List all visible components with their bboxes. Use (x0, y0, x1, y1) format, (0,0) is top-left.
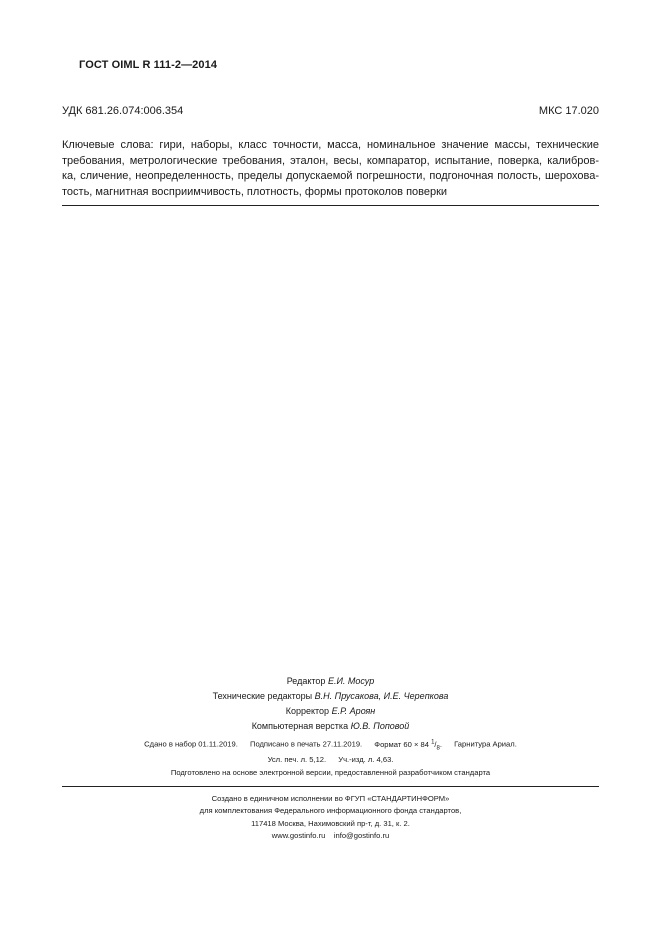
print-info-line (0, 739, 661, 751)
divider (62, 205, 599, 206)
signed-date: Подписано в печать 27.11.2019. (249, 739, 363, 749)
mks-code: МКС 17.020 (538, 105, 599, 117)
layout-line (0, 719, 661, 734)
keywords-line: Ключевые слова: гири, наборы, класс точности, масса, номинальное значение массы, технические (62, 139, 599, 151)
udc-code: УДК 681.26.074:006.354 (62, 105, 184, 117)
tech-editors-names: В.Н. Прусакова, И.Е. Черепкова (314, 691, 449, 701)
credits-block (0, 674, 661, 734)
publisher-block (0, 793, 661, 816)
publisher-line: для комплектования Федерального информационного фонда стандартов, (199, 805, 462, 815)
corrector-line (0, 704, 661, 719)
website-link[interactable]: www.gostinfo.ru (271, 830, 326, 840)
publisher-sheets: Уч.-изд. л. 4,63. (338, 755, 394, 764)
address-block (0, 818, 661, 841)
editor-role: Редактор (286, 676, 326, 686)
email-link[interactable]: info@gostinfo.ru (333, 830, 390, 840)
tech-editors-line (0, 689, 661, 704)
publisher-line: Создано в единичном исполнении во ФГУП «СТАНДАРТИНФОРМ» (211, 794, 450, 803)
sheets-line (0, 755, 661, 764)
corrector-name: Е.Р. Ароян (331, 706, 376, 716)
document-id: ГОСТ OIML R 111-2—2014 (79, 59, 218, 71)
corrector-role: Корректор (285, 706, 330, 716)
contacts-line (0, 830, 661, 842)
layout-name: Ю.В. Поповой (350, 721, 410, 731)
typeface: Гарнитура Ариал. (454, 739, 517, 749)
layout-role: Компьютерная верстка (251, 721, 349, 731)
editor-line (0, 674, 661, 689)
divider (62, 786, 599, 787)
keywords-line: тость, магнитная восприимчивость, плотность, формы протоколов поверки (62, 185, 448, 198)
prepared-note: Подготовлено на основе электронной версии, предоставленной разработчиком стандарта (170, 768, 491, 777)
editor-name: Е.И. Мосур (327, 676, 375, 686)
tech-editors-role: Технические редакторы (212, 691, 313, 701)
format-denominator: 8 (436, 745, 440, 752)
format-numerator: 1 (431, 739, 435, 745)
keywords-paragraph (62, 138, 599, 200)
format-prefix: Формат 60 × 84 (374, 739, 429, 749)
print-sheets: Усл. печ. л. 5,12. (267, 755, 327, 764)
typeset-date: Сдано в набор 01.11.2019. (144, 739, 238, 749)
keywords-line: ка, сличение, неопределенность, пределы допускаемой погрешности, подгоночная полость, шерохова- (62, 170, 599, 182)
keywords-line: требования, метрологические требования, эталон, весы, компаратор, испытание, поверка, калибров- (62, 154, 599, 167)
paper-format: Формат 60 × 84 $^1/_8$. (374, 739, 442, 752)
publisher-address: 117418 Москва, Нахимовский пр-т, д. 31, к. 2. (251, 819, 410, 828)
